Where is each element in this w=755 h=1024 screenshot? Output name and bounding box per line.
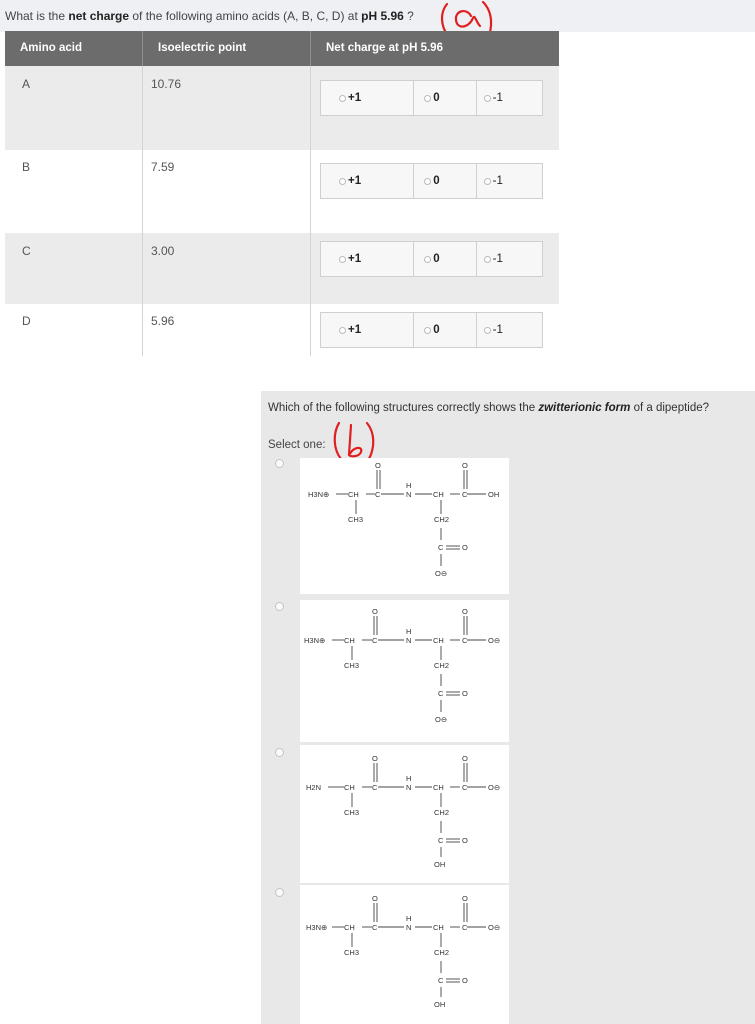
table-row (5, 233, 559, 304)
side-chain-c-label: C (438, 836, 444, 845)
methylene-label: CH2 (434, 661, 450, 670)
amide-n-label: N (406, 923, 412, 932)
isoelectric-point-value: 10.76 (151, 77, 182, 91)
side-chain-o-label: O (462, 836, 468, 845)
n-terminus-label: H3N⊕ (308, 490, 330, 499)
radio-icon (484, 256, 491, 263)
table-header (5, 31, 559, 66)
carbonyl-o-label: O (375, 461, 381, 470)
structure-option-2[interactable] (300, 600, 509, 742)
question-b-text: Which of the following structures correctly shows the zwitterionic form of a dipeptide? (268, 402, 710, 414)
side-chain-end-label: OH (434, 860, 446, 869)
column-divider (310, 66, 311, 356)
carbonyl-c-label: C (372, 783, 378, 792)
radio-icon (424, 327, 431, 334)
amino-acid-label: A (22, 77, 31, 91)
c-terminus-label: O⊖ (488, 783, 501, 792)
dipeptide-structure-2 (300, 600, 509, 742)
methylene-label: CH2 (434, 948, 450, 957)
amide-h-label: H (406, 481, 412, 490)
c-terminus-label: O⊖ (488, 636, 501, 645)
table-row (5, 304, 559, 356)
carbonyl-o-label: O (372, 754, 378, 763)
radio-icon (339, 327, 346, 334)
carbonyl-o-label: O (462, 754, 468, 763)
carbonyl-o-label: O (372, 894, 378, 903)
header-amino-acid: Amino acid (20, 42, 82, 54)
carbonyl-o-label: O (462, 894, 468, 903)
ch-label: CH (344, 923, 355, 932)
side-chain-o-label: O (462, 543, 468, 552)
amino-acid-label: B (22, 160, 31, 174)
amino-acid-table (5, 31, 559, 356)
question-a-text: What is the net charge of the following amino acids (A, B, C, D) at pH 5.96 ? (5, 9, 414, 23)
radio-icon (339, 95, 346, 102)
option-minus-one[interactable]: -1 (476, 242, 542, 276)
n-terminus-label: H3N⊕ (304, 636, 326, 645)
charge-options (320, 80, 543, 116)
isoelectric-point-value: 5.96 (151, 314, 175, 328)
option-minus-one[interactable]: -1 (476, 164, 542, 198)
select-one-label: Select one: (268, 439, 326, 451)
structure-option-4[interactable] (300, 885, 509, 1024)
radio-icon (424, 256, 431, 263)
charge-options (320, 163, 543, 199)
amide-n-label: N (406, 636, 412, 645)
option-plus-one[interactable]: +1 (321, 242, 413, 276)
isoelectric-point-value: 7.59 (151, 160, 175, 174)
option-plus-one[interactable]: +1 (321, 164, 413, 198)
column-divider (142, 66, 143, 356)
side-chain-c-label: C (438, 543, 444, 552)
side-chain-o-label: O (462, 976, 468, 985)
carbonyl-o-label: O (462, 607, 468, 616)
dipeptide-structure-4 (300, 885, 509, 1024)
ch-label: CH (433, 783, 444, 792)
methyl-label: CH3 (344, 661, 360, 670)
radio-icon (484, 95, 491, 102)
amino-acid-label: C (22, 244, 31, 258)
methylene-label: CH2 (434, 515, 450, 524)
n-terminus-label: H3N⊕ (306, 923, 328, 932)
carbonyl-o-label: O (462, 461, 468, 470)
ch-label: CH (344, 636, 355, 645)
n-terminus-label: H2N (306, 783, 322, 792)
question-a-bar (0, 0, 755, 32)
option-zero[interactable]: 0 (413, 242, 475, 276)
dipeptide-structure-1 (300, 458, 509, 594)
carbonyl-o-label: O (372, 607, 378, 616)
amide-h-label: H (406, 627, 412, 636)
option-zero[interactable]: 0 (413, 81, 475, 115)
carbonyl-c-label: C (462, 636, 468, 645)
radio-icon (484, 327, 491, 334)
structure-radio-1[interactable] (275, 459, 284, 468)
carbonyl-c-label: C (375, 490, 381, 499)
carbonyl-c-label: C (462, 923, 468, 932)
radio-icon (484, 178, 491, 185)
option-zero[interactable]: 0 (413, 313, 475, 347)
isoelectric-point-value: 3.00 (151, 244, 175, 258)
header-isoelectric-point: Isoelectric point (142, 31, 310, 66)
charge-options (320, 312, 543, 348)
charge-options (320, 241, 543, 277)
structure-radio-4[interactable] (275, 888, 284, 897)
ch-label: CH (433, 923, 444, 932)
header-net-charge: Net charge at pH 5.96 (310, 31, 559, 66)
ch-label: CH (433, 490, 444, 499)
radio-icon (339, 256, 346, 263)
c-terminus-label: O⊖ (488, 923, 501, 932)
methyl-label: CH3 (344, 948, 360, 957)
side-chain-o-label: O (462, 689, 468, 698)
side-chain-c-label: C (438, 976, 444, 985)
carbonyl-c-label: C (462, 783, 468, 792)
structure-option-1[interactable] (300, 458, 509, 594)
amide-n-label: N (406, 490, 412, 499)
side-chain-end-label: O⊖ (435, 569, 448, 578)
structure-radio-2[interactable] (275, 602, 284, 611)
radio-icon (424, 95, 431, 102)
amino-acid-label: D (22, 314, 31, 328)
structure-radio-3[interactable] (275, 748, 284, 757)
amide-h-label: H (406, 914, 412, 923)
carbonyl-c-label: C (462, 490, 468, 499)
option-zero[interactable]: 0 (413, 164, 475, 198)
side-chain-c-label: C (438, 689, 444, 698)
option-plus-one[interactable]: +1 (321, 313, 413, 347)
dipeptide-structure-3 (300, 745, 509, 883)
side-chain-end-label: O⊖ (435, 715, 448, 724)
carbonyl-c-label: C (372, 923, 378, 932)
option-minus-one[interactable]: -1 (476, 81, 542, 115)
amide-h-label: H (406, 774, 412, 783)
option-plus-one[interactable]: +1 (321, 81, 413, 115)
table-row (5, 66, 559, 150)
side-chain-end-label: OH (434, 1000, 446, 1009)
methylene-label: CH2 (434, 808, 450, 817)
radio-icon (424, 178, 431, 185)
ch-label: CH (433, 636, 444, 645)
question-b-panel (261, 391, 755, 1024)
amide-n-label: N (406, 783, 412, 792)
option-minus-one[interactable]: -1 (476, 313, 542, 347)
methyl-label: CH3 (344, 808, 360, 817)
ch-label: CH (344, 783, 355, 792)
methyl-label: CH3 (348, 515, 364, 524)
c-terminus-label: OH (488, 490, 500, 499)
table-row (5, 150, 559, 233)
structure-option-3[interactable] (300, 745, 509, 883)
ch-label: CH (348, 490, 359, 499)
carbonyl-c-label: C (372, 636, 378, 645)
radio-icon (339, 178, 346, 185)
